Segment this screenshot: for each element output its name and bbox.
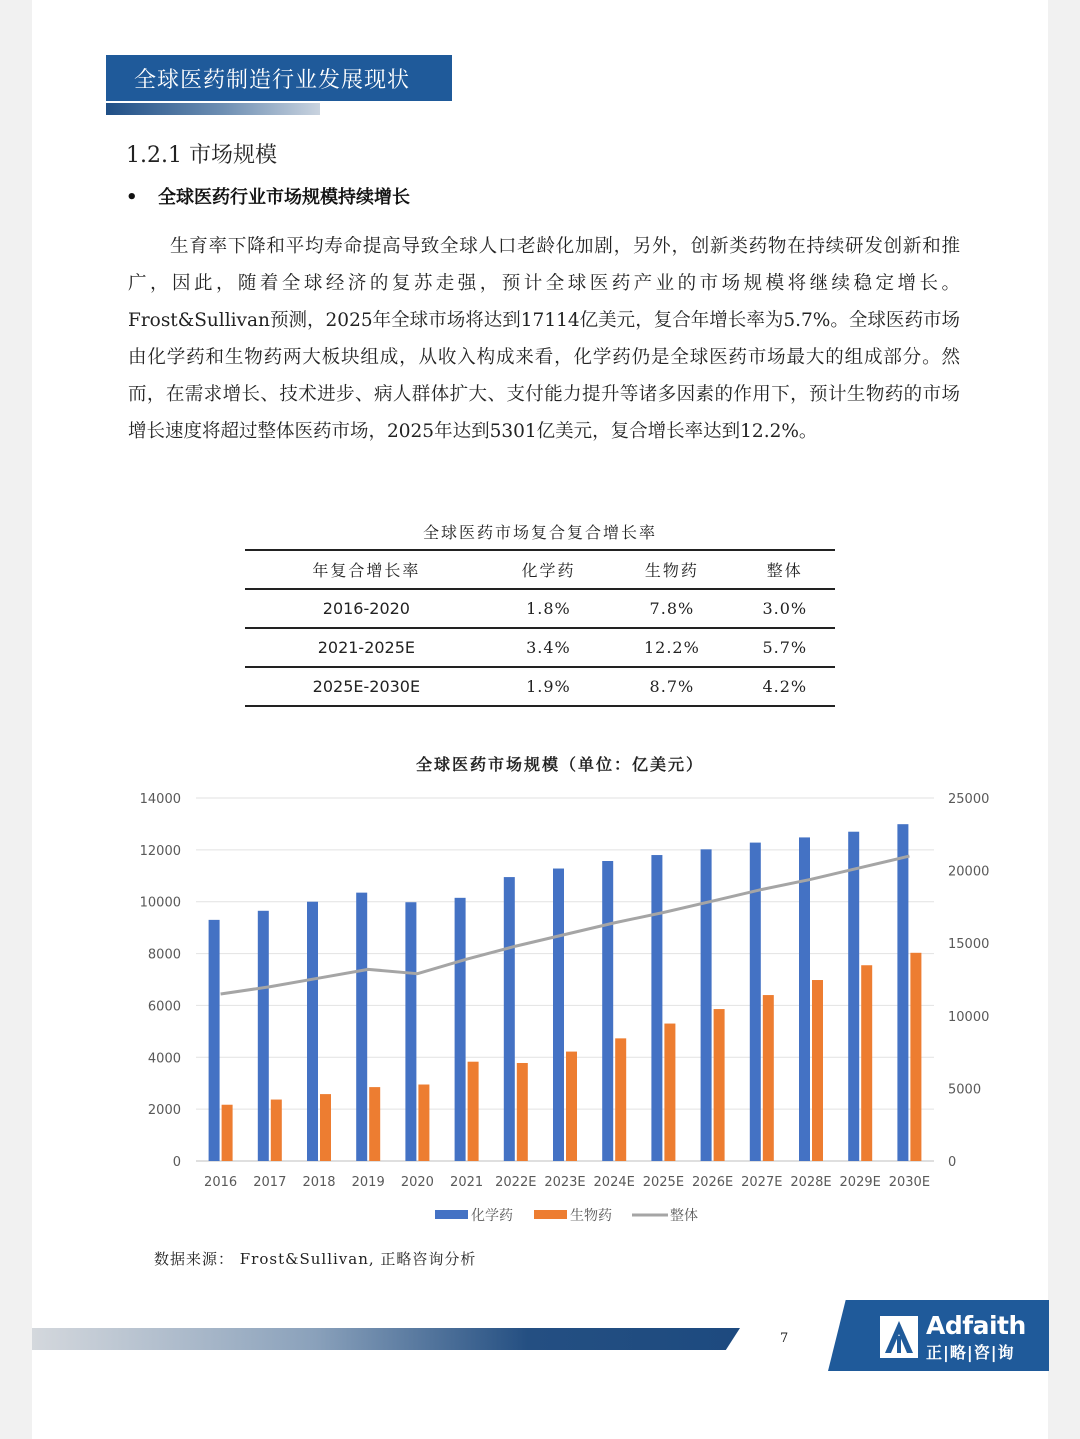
bar-chemical: [848, 832, 859, 1161]
chart-title: 全球医药市场规模（单位：亿美元）: [415, 755, 704, 774]
legend-swatch: [534, 1210, 567, 1219]
bar-biologic: [615, 1038, 626, 1161]
bar-biologic: [664, 1024, 675, 1161]
bar-biologic: [369, 1087, 380, 1161]
x-tick-label: 2027E: [741, 1175, 783, 1190]
table-cell: 3.4%: [488, 628, 609, 667]
bar-chemical: [897, 824, 908, 1161]
x-tick-label: 2025E: [642, 1175, 685, 1190]
y-left-tick-label: 12000: [139, 843, 181, 859]
bar-chemical: [799, 837, 810, 1161]
table-title: 全球医药市场复合复合增长率: [422, 523, 657, 542]
bar-chemical: [405, 902, 416, 1161]
bar-chemical: [602, 861, 613, 1161]
table-cell: 12.2%: [609, 628, 734, 667]
legend-label: 化学药: [471, 1208, 513, 1224]
bar-biologic: [271, 1100, 282, 1161]
bullet-dot: •: [126, 187, 138, 208]
table-cell: 3.0%: [735, 589, 835, 628]
bar-biologic: [566, 1052, 577, 1161]
legend-swatch: [435, 1210, 468, 1219]
x-tick-label: 2016: [204, 1175, 238, 1190]
legend-label: 整体: [670, 1208, 698, 1224]
adfaith-logo-icon: [880, 1316, 918, 1358]
table-cell-period: 2016-2020: [245, 589, 488, 628]
bar-chemical: [258, 911, 269, 1161]
legend-label: 生物药: [570, 1208, 612, 1224]
bar-biologic: [910, 953, 921, 1161]
bar-chemical: [455, 898, 466, 1161]
table-header-cell: 生物药: [609, 550, 734, 589]
y-right-tick-label: 0: [948, 1155, 957, 1170]
table-header-cell: 年复合增长率: [245, 550, 488, 589]
bar-chemical: [307, 902, 318, 1161]
table-cell-period: 2021-2025E: [245, 628, 488, 667]
body-paragraph: 生育率下降和平均寿命提高导致全球人口老龄化加剧，另外，创新类药物在持续研发创新和推广，因此，随着全球经济的复苏走强，预计全球医药产业的市场规模将继续稳定增长。Frost&Sullivan预测，2025年全球市场将达到17114亿美元，复合年增长率为5.7%。全球医药市场由化学药和生物药两大板块组成，从收入构成来看，化学药仍是全球医药市场最大的组成部分。然而，在需求增长、技术进步、病人群体扩大、支付能力提升等诸多因素的作用下，预计生物药的市场增长速度将超过整体医药市场，2025年达到5301亿美元，复合增长率达到12.2%。: [128, 236, 960, 442]
bar-biologic: [861, 965, 872, 1161]
y-right-tick-label: 15000: [948, 937, 990, 953]
section-title: 1.2.1 市场规模: [126, 143, 277, 168]
table-cell: 8.7%: [609, 667, 734, 706]
table-cell: 7.8%: [609, 589, 734, 628]
x-tick-label: 2030E: [888, 1175, 931, 1190]
table-cell: 1.9%: [488, 667, 609, 706]
y-right-tick-label: 10000: [948, 1009, 990, 1025]
x-tick-label: 2017: [253, 1175, 287, 1190]
data-source-note: 数据来源： Frost&Sullivan, 正略咨询分析: [154, 1250, 477, 1268]
y-right-tick-label: 25000: [948, 792, 990, 807]
table-cell: 1.8%: [488, 589, 609, 628]
bar-chemical: [651, 855, 662, 1161]
bar-biologic: [222, 1105, 233, 1161]
y-left-tick-label: 4000: [147, 1051, 181, 1067]
y-left-tick-label: 2000: [147, 1103, 181, 1119]
x-tick-label: 2021: [450, 1175, 484, 1190]
table-cell-period: 2025E-2030E: [245, 667, 488, 706]
bar-biologic: [468, 1062, 479, 1161]
bar-chemical: [553, 869, 564, 1161]
bar-chemical: [209, 920, 220, 1161]
table-cell: 4.2%: [735, 667, 835, 706]
y-left-tick-label: 10000: [139, 895, 181, 911]
page-number: 7: [780, 1331, 789, 1346]
y-left-tick-label: 0: [172, 1155, 181, 1170]
y-right-tick-label: 5000: [948, 1082, 982, 1098]
x-tick-label: 2020: [400, 1175, 434, 1190]
x-tick-label: 2024E: [593, 1175, 635, 1190]
bar-biologic: [812, 980, 823, 1161]
bar-biologic: [517, 1063, 528, 1161]
table-cell: 5.7%: [735, 628, 835, 667]
bar-biologic: [763, 995, 774, 1161]
logo-text-cn: 正|略|咨|询: [926, 1343, 1015, 1362]
y-left-tick-label: 14000: [139, 792, 181, 807]
bar-chemical: [356, 893, 367, 1161]
bar-chemical: [701, 849, 712, 1161]
bar-biologic: [714, 1009, 725, 1161]
x-tick-label: 2019: [351, 1175, 385, 1190]
bar-biologic: [320, 1094, 331, 1161]
bar-chemical: [504, 877, 515, 1161]
logo-text-en: Adfaith: [926, 1311, 1026, 1340]
table-header-cell: 整体: [735, 550, 835, 589]
x-tick-label: 2026E: [691, 1175, 734, 1190]
x-tick-label: 2023E: [544, 1175, 586, 1190]
y-left-tick-label: 8000: [147, 947, 181, 963]
table-header-cell: 化学药: [488, 550, 609, 589]
x-tick-label: 2022E: [495, 1175, 537, 1190]
bullet-heading-text: 全球医药行业市场规模持续增长: [158, 187, 410, 208]
x-tick-label: 2018: [302, 1175, 336, 1190]
bar-biologic: [418, 1085, 429, 1161]
section-header-banner: 全球医药制造行业发展现状: [106, 55, 452, 101]
y-left-tick-label: 6000: [147, 999, 181, 1015]
x-tick-label: 2029E: [839, 1175, 881, 1190]
footer-gradient-bar: [32, 1328, 740, 1350]
x-tick-label: 2028E: [790, 1175, 832, 1190]
y-right-tick-label: 20000: [948, 864, 990, 880]
